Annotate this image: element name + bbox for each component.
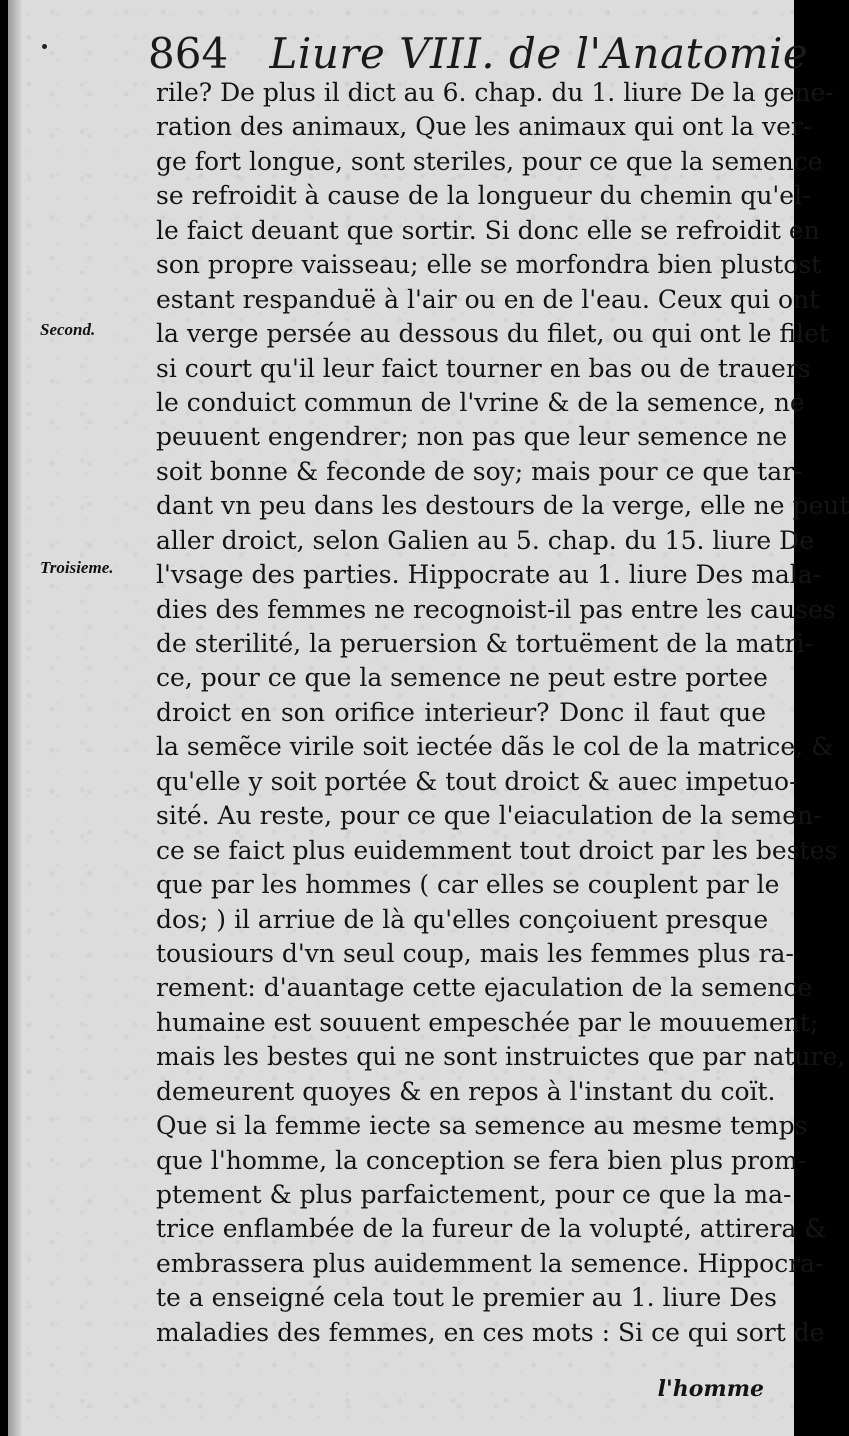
text-line: l'vsage des parties. Hippocrate au 1. liure Des mala- (156, 560, 822, 590)
text-line: estant respanduë à l'air ou en de l'eau. Ceux qui ont (156, 284, 820, 314)
text-line: qu'elle y soit portée & tout droict & auec impetuo- (156, 766, 798, 796)
book-page (8, 0, 849, 1436)
running-head-title: Liure VIII. de l'Anatomie (269, 29, 809, 78)
text-line: te a enseigné cela tout le premier au 1. liure Des (156, 1283, 777, 1313)
ink-speck (42, 44, 47, 49)
text-line: ce, pour ce que la semence ne peut estre portee (156, 663, 768, 693)
text-line: mais les bestes qui ne sont instruictes que par nature, (156, 1042, 846, 1072)
text-line: si court qu'il leur faict tourner en bas ou de trauers (156, 353, 811, 383)
text-line: que par les hommes ( car elles se couplent par le (156, 870, 780, 900)
text-line: trice enflambée de la fureur de la volupté, attirera & (156, 1214, 827, 1244)
text-line: ce se faict plus euidemment tout droict par les bestes (156, 835, 838, 865)
text-line: dies des femmes ne recognoist-il pas entre les causes (156, 594, 836, 624)
text-line: rile? De plus il dict au 6. chap. du 1. liure De la gene- (156, 78, 834, 107)
text-line: ptement & plus parfaictement, pour ce que la ma- (156, 1180, 792, 1209)
catchword: l'homme (657, 1376, 764, 1402)
text-line: maladies des femmes, en ces mots : Si ce qui sort de (156, 1317, 825, 1347)
text-line: tousiours d'vn seul coup, mais les femmes plus ra- (156, 938, 794, 968)
text-line: rement: d'auantage cette ejaculation de la semence (156, 973, 813, 1003)
text-line: ration des animaux, Que les animaux qui ont la ver- (156, 112, 812, 142)
text-line: ge fort longue, sont steriles, pour ce que la semence (156, 146, 823, 176)
text-line: peuuent engendrer; non pas que leur semence ne (156, 422, 788, 452)
text-line: droict en son orifice interieur? Donc il faut que (156, 697, 766, 727)
margin-note-second: Second. (40, 320, 96, 339)
text-line: le faict deuant que sortir. Si donc elle se refroidit en (156, 215, 820, 245)
text-line: se refroidit à cause de la longueur du chemin qu'el- (156, 181, 811, 211)
text-line: le conduict commun de l'vrine & de la semence, ne (156, 387, 805, 417)
text-line: la semẽce virile soit iectée dãs le col de la matrice, & (156, 732, 834, 762)
text-line: sité. Au reste, pour ce que l'eiaculation de la semen- (156, 801, 822, 831)
text-line: Que si la femme iecte sa semence au mesme temps (156, 1111, 808, 1141)
margin-note-troisieme: Troisieme. (40, 558, 114, 577)
text-line: embrassera plus auidemment la semence. Hippocra- (156, 1248, 824, 1278)
text-line: son propre vaisseau; elle se morfondra bien plustost (156, 250, 822, 280)
text-line: humaine est souuent empeschée par le mouuement; (156, 1007, 819, 1037)
text-line: soit bonne & feconde de soy; mais pour ce que tar- (156, 456, 803, 486)
body-text (156, 76, 849, 1350)
text-line: dos; ) il arriue de là qu'elles conçoiuent presque (156, 904, 769, 934)
text-line: aller droict, selon Galien au 5. chap. du 15. liure De (156, 525, 814, 555)
page-spine-shadow (8, 0, 22, 1436)
running-head (148, 28, 808, 80)
text-line: de sterilité, la peruersion & tortuëment de la matri- (156, 629, 813, 658)
text-line: que l'homme, la conception se fera bien plus prom- (156, 1145, 807, 1175)
page-number: 864 (148, 29, 229, 78)
text-line: demeurent quoyes & en repos à l'instant du coït. (156, 1076, 776, 1106)
text-line: la verge persée au dessous du filet, ou qui ont le filet (156, 319, 829, 349)
text-line: dant vn peu dans les destours de la verge, elle ne peut (156, 491, 849, 521)
